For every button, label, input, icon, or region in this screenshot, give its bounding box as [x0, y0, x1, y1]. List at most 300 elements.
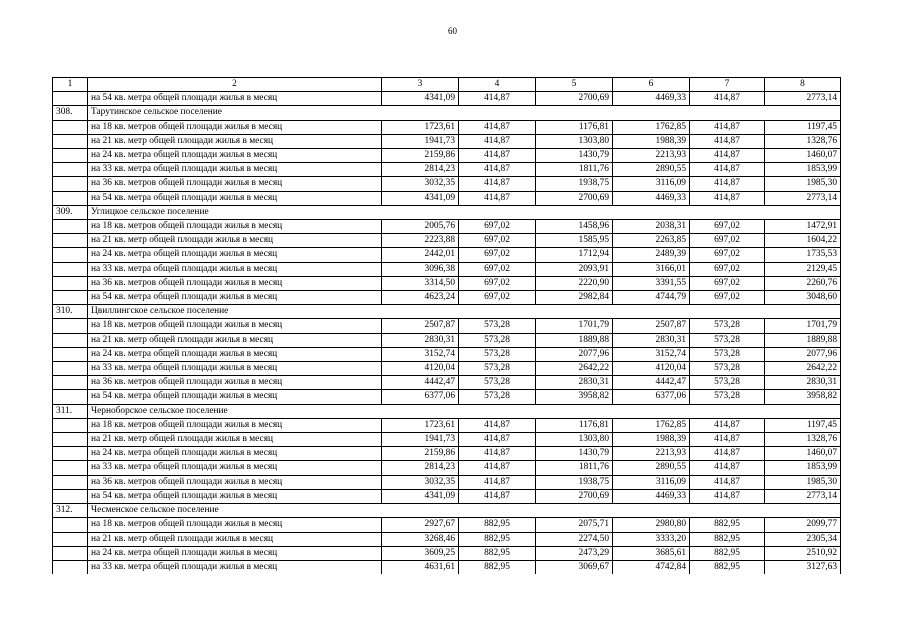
table-row	[53, 518, 841, 532]
value-col-8: 1985,30	[765, 475, 841, 489]
area-label: на 36 кв. метров общей площади жилья в месяц	[88, 177, 382, 191]
value-col-4: 573,28	[459, 347, 536, 361]
row-number-cell	[53, 390, 88, 404]
area-label: на 21 кв. метр общей площади жилья в месяц	[88, 134, 382, 148]
value-col-7: 414,87	[690, 447, 765, 461]
table-row	[53, 532, 841, 546]
value-col-8: 2305,34	[765, 532, 841, 546]
row-number-cell	[53, 433, 88, 447]
value-col-8: 1328,76	[765, 134, 841, 148]
empty-cell	[536, 504, 613, 518]
area-label: на 24 кв. метра общей площади жилья в месяц	[88, 447, 382, 461]
row-number-cell	[53, 447, 88, 461]
value-col-8: 3958,82	[765, 390, 841, 404]
value-col-3: 2442,01	[382, 248, 459, 262]
value-col-3: 4341,09	[382, 92, 459, 106]
value-col-3: 3268,46	[382, 532, 459, 546]
value-col-7: 414,87	[690, 163, 765, 177]
area-label: на 33 кв. метра общей площади жилья в месяц	[88, 362, 382, 376]
empty-cell	[765, 106, 841, 120]
value-col-7: 697,02	[690, 276, 765, 290]
value-col-7: 697,02	[690, 220, 765, 234]
row-number-cell	[53, 248, 88, 262]
value-col-5: 1430,79	[536, 149, 613, 163]
table-row	[53, 220, 841, 234]
value-col-4: 414,87	[459, 149, 536, 163]
area-label: на 33 кв. метра общей площади жилья в месяц	[88, 262, 382, 276]
value-col-4: 414,87	[459, 489, 536, 503]
value-col-6: 3116,09	[613, 177, 690, 191]
value-col-5: 2274,50	[536, 532, 613, 546]
settlement-number: 311.	[53, 404, 88, 418]
value-col-3: 3096,38	[382, 262, 459, 276]
value-col-6: 4442,47	[613, 376, 690, 390]
value-col-6: 2213,93	[613, 447, 690, 461]
value-col-7: 414,87	[690, 120, 765, 134]
column-header-3: 3	[382, 78, 459, 92]
value-col-7: 697,02	[690, 291, 765, 305]
value-col-4: 414,87	[459, 475, 536, 489]
table-row	[53, 92, 841, 106]
value-col-3: 6377,06	[382, 390, 459, 404]
area-label: на 54 кв. метра общей площади жилья в месяц	[88, 291, 382, 305]
table-row	[53, 149, 841, 163]
value-col-8: 2129,45	[765, 262, 841, 276]
value-col-7: 573,28	[690, 390, 765, 404]
value-col-8: 1735,53	[765, 248, 841, 262]
value-col-8: 3127,63	[765, 560, 841, 574]
area-label: на 33 кв. метра общей площади жилья в месяц	[88, 163, 382, 177]
empty-cell	[459, 404, 536, 418]
value-col-7: 573,28	[690, 376, 765, 390]
value-col-5: 1938,75	[536, 177, 613, 191]
table-row	[53, 347, 841, 361]
table-row	[53, 134, 841, 148]
row-number-cell	[53, 376, 88, 390]
row-number-cell	[53, 120, 88, 134]
area-label: на 21 кв. метр общей площади жилья в месяц	[88, 234, 382, 248]
value-col-5: 2220,90	[536, 276, 613, 290]
empty-cell	[765, 504, 841, 518]
empty-cell	[613, 504, 690, 518]
value-col-3: 2814,23	[382, 461, 459, 475]
value-col-6: 3116,09	[613, 475, 690, 489]
value-col-8: 1328,76	[765, 433, 841, 447]
value-col-6: 1762,85	[613, 418, 690, 432]
value-col-3: 3032,35	[382, 177, 459, 191]
table-row	[53, 276, 841, 290]
value-col-4: 414,87	[459, 134, 536, 148]
value-col-8: 2773,14	[765, 489, 841, 503]
value-col-8: 1889,88	[765, 333, 841, 347]
value-col-4: 697,02	[459, 262, 536, 276]
value-col-3: 4120,04	[382, 362, 459, 376]
value-col-6: 2890,55	[613, 461, 690, 475]
settlement-name: Углицкое сельское поселение	[88, 205, 382, 219]
value-col-3: 2927,67	[382, 518, 459, 532]
tariff-table	[52, 77, 841, 574]
table-row	[53, 362, 841, 376]
empty-cell	[382, 305, 459, 319]
row-number-cell	[53, 546, 88, 560]
settlement-row	[53, 205, 841, 219]
empty-cell	[765, 404, 841, 418]
area-label: на 18 кв. метров общей площади жилья в месяц	[88, 120, 382, 134]
value-col-4: 414,87	[459, 120, 536, 134]
value-col-5: 1811,76	[536, 163, 613, 177]
table-row	[53, 489, 841, 503]
value-col-5: 2982,84	[536, 291, 613, 305]
area-label: на 33 кв. метра общей площади жилья в месяц	[88, 560, 382, 574]
value-col-5: 1889,88	[536, 333, 613, 347]
value-col-7: 414,87	[690, 177, 765, 191]
area-label: на 21 кв. метр общей площади жилья в месяц	[88, 333, 382, 347]
empty-cell	[459, 106, 536, 120]
empty-cell	[765, 205, 841, 219]
value-col-3: 1723,61	[382, 418, 459, 432]
area-label: на 18 кв. метров общей площади жилья в месяц	[88, 319, 382, 333]
value-col-3: 4623,24	[382, 291, 459, 305]
value-col-8: 1604,22	[765, 234, 841, 248]
value-col-7: 882,95	[690, 532, 765, 546]
table-row	[53, 560, 841, 574]
row-number-cell	[53, 134, 88, 148]
empty-cell	[613, 106, 690, 120]
value-col-4: 882,95	[459, 518, 536, 532]
value-col-3: 1941,73	[382, 433, 459, 447]
value-col-3: 2814,23	[382, 163, 459, 177]
value-col-5: 1938,75	[536, 475, 613, 489]
value-col-4: 414,87	[459, 433, 536, 447]
settlement-name: Черноборское сельское поселение	[88, 404, 382, 418]
value-col-7: 414,87	[690, 433, 765, 447]
value-col-8: 2830,31	[765, 376, 841, 390]
row-number-cell	[53, 489, 88, 503]
value-col-7: 882,95	[690, 518, 765, 532]
value-col-7: 414,87	[690, 418, 765, 432]
empty-cell	[382, 106, 459, 120]
row-number-cell	[53, 532, 88, 546]
row-number-cell	[53, 418, 88, 432]
settlement-number: 308.	[53, 106, 88, 120]
table-row	[53, 262, 841, 276]
value-col-8: 1197,45	[765, 120, 841, 134]
value-col-5: 1176,81	[536, 120, 613, 134]
value-col-6: 1988,39	[613, 433, 690, 447]
table-row	[53, 163, 841, 177]
value-col-6: 2038,31	[613, 220, 690, 234]
value-col-7: 573,28	[690, 333, 765, 347]
settlement-name: Чесменское сельское поселение	[88, 504, 382, 518]
value-col-6: 3333,20	[613, 532, 690, 546]
value-col-6: 4742,84	[613, 560, 690, 574]
value-col-4: 414,87	[459, 447, 536, 461]
settlement-row	[53, 305, 841, 319]
value-col-7: 414,87	[690, 475, 765, 489]
value-col-5: 2830,31	[536, 376, 613, 390]
value-col-6: 2890,55	[613, 163, 690, 177]
value-col-3: 3152,74	[382, 347, 459, 361]
table-body	[53, 92, 841, 574]
value-col-4: 882,95	[459, 532, 536, 546]
area-label: на 54 кв. метра общей площади жилья в месяц	[88, 191, 382, 205]
table-row	[53, 418, 841, 432]
value-col-6: 2213,93	[613, 149, 690, 163]
value-col-3: 2159,86	[382, 447, 459, 461]
empty-cell	[613, 205, 690, 219]
row-number-cell	[53, 262, 88, 276]
value-col-6: 1988,39	[613, 134, 690, 148]
column-header-4: 4	[459, 78, 536, 92]
value-col-5: 1303,80	[536, 433, 613, 447]
value-col-7: 882,95	[690, 560, 765, 574]
row-number-cell	[53, 276, 88, 290]
empty-cell	[382, 504, 459, 518]
empty-cell	[536, 205, 613, 219]
value-col-6: 2507,87	[613, 319, 690, 333]
area-label: на 33 кв. метра общей площади жилья в месяц	[88, 461, 382, 475]
value-col-3: 4442,47	[382, 376, 459, 390]
table-row	[53, 433, 841, 447]
value-col-3: 4341,09	[382, 191, 459, 205]
value-col-5: 3958,82	[536, 390, 613, 404]
row-number-cell	[53, 333, 88, 347]
area-label: на 18 кв. метров общей площади жилья в месяц	[88, 518, 382, 532]
value-col-6: 4469,33	[613, 92, 690, 106]
value-col-3: 4341,09	[382, 489, 459, 503]
empty-cell	[613, 404, 690, 418]
value-col-3: 2005,76	[382, 220, 459, 234]
row-number-cell	[53, 319, 88, 333]
empty-cell	[459, 305, 536, 319]
value-col-5: 1303,80	[536, 134, 613, 148]
value-col-3: 2159,86	[382, 149, 459, 163]
value-col-8: 2642,22	[765, 362, 841, 376]
value-col-5: 2093,91	[536, 262, 613, 276]
value-col-7: 414,87	[690, 92, 765, 106]
page-number: 60	[448, 26, 457, 36]
value-col-4: 573,28	[459, 390, 536, 404]
row-number-cell	[53, 461, 88, 475]
area-label: на 36 кв. метров общей площади жилья в месяц	[88, 475, 382, 489]
empty-cell	[765, 305, 841, 319]
area-label: на 24 кв. метра общей площади жилья в месяц	[88, 546, 382, 560]
value-col-5: 2700,69	[536, 92, 613, 106]
area-label: на 36 кв. метров общей площади жилья в месяц	[88, 376, 382, 390]
empty-cell	[613, 305, 690, 319]
settlement-name: Тарутинское сельское поселение	[88, 106, 382, 120]
area-label: на 54 кв. метра общей площади жилья в месяц	[88, 92, 382, 106]
value-col-7: 414,87	[690, 149, 765, 163]
value-col-4: 573,28	[459, 362, 536, 376]
empty-cell	[459, 205, 536, 219]
empty-cell	[382, 404, 459, 418]
value-col-8: 2099,77	[765, 518, 841, 532]
value-col-8: 2260,76	[765, 276, 841, 290]
value-col-3: 3314,50	[382, 276, 459, 290]
value-col-8: 2773,14	[765, 92, 841, 106]
value-col-8: 1853,99	[765, 461, 841, 475]
value-col-8: 2773,14	[765, 191, 841, 205]
value-col-6: 3391,55	[613, 276, 690, 290]
table-row	[53, 291, 841, 305]
value-col-7: 882,95	[690, 546, 765, 560]
settlement-name: Цвиллингское сельское поселение	[88, 305, 382, 319]
value-col-7: 697,02	[690, 262, 765, 276]
area-label: на 24 кв. метра общей площади жилья в месяц	[88, 149, 382, 163]
value-col-4: 697,02	[459, 248, 536, 262]
value-col-8: 1197,45	[765, 418, 841, 432]
area-label: на 21 кв. метр общей площади жилья в месяц	[88, 433, 382, 447]
row-number-cell	[53, 234, 88, 248]
value-col-4: 882,95	[459, 546, 536, 560]
empty-cell	[690, 404, 765, 418]
value-col-7: 573,28	[690, 319, 765, 333]
value-col-8: 1985,30	[765, 177, 841, 191]
value-col-5: 2700,69	[536, 191, 613, 205]
table-row	[53, 177, 841, 191]
value-col-8: 1701,79	[765, 319, 841, 333]
table-row	[53, 120, 841, 134]
value-col-4: 697,02	[459, 291, 536, 305]
row-number-cell	[53, 177, 88, 191]
value-col-6: 4744,79	[613, 291, 690, 305]
value-col-5: 1712,94	[536, 248, 613, 262]
value-col-5: 1585,95	[536, 234, 613, 248]
value-col-8: 1460,07	[765, 149, 841, 163]
empty-cell	[690, 106, 765, 120]
area-label: на 54 кв. метра общей площади жилья в месяц	[88, 390, 382, 404]
empty-cell	[690, 504, 765, 518]
row-number-cell	[53, 560, 88, 574]
value-col-6: 4469,33	[613, 191, 690, 205]
value-col-4: 573,28	[459, 376, 536, 390]
value-col-8: 2510,92	[765, 546, 841, 560]
value-col-7: 414,87	[690, 489, 765, 503]
value-col-8: 1472,91	[765, 220, 841, 234]
value-col-8: 2077,96	[765, 347, 841, 361]
empty-cell	[690, 305, 765, 319]
area-label: на 24 кв. метра общей площади жилья в месяц	[88, 248, 382, 262]
table-row	[53, 461, 841, 475]
table-row	[53, 546, 841, 560]
value-col-8: 1460,07	[765, 447, 841, 461]
row-number-cell	[53, 149, 88, 163]
table-row	[53, 376, 841, 390]
value-col-4: 414,87	[459, 418, 536, 432]
area-label: на 21 кв. метр общей площади жилья в месяц	[88, 532, 382, 546]
empty-cell	[536, 106, 613, 120]
column-header-5: 5	[536, 78, 613, 92]
table-row	[53, 390, 841, 404]
value-col-5: 1458,96	[536, 220, 613, 234]
settlement-number: 312.	[53, 504, 88, 518]
value-col-3: 3609,25	[382, 546, 459, 560]
table-row	[53, 475, 841, 489]
value-col-7: 414,87	[690, 461, 765, 475]
value-col-7: 573,28	[690, 362, 765, 376]
column-header-6: 6	[613, 78, 690, 92]
settlement-row	[53, 404, 841, 418]
value-col-7: 697,02	[690, 248, 765, 262]
table-row	[53, 447, 841, 461]
settlement-row	[53, 106, 841, 120]
value-col-4: 414,87	[459, 92, 536, 106]
value-col-6: 6377,06	[613, 390, 690, 404]
area-label: на 18 кв. метров общей площади жилья в месяц	[88, 418, 382, 432]
value-col-6: 1762,85	[613, 120, 690, 134]
row-number-cell	[53, 220, 88, 234]
header-row	[53, 78, 841, 92]
value-col-6: 2263,85	[613, 234, 690, 248]
value-col-4: 414,87	[459, 191, 536, 205]
value-col-5: 1811,76	[536, 461, 613, 475]
value-col-6: 2830,31	[613, 333, 690, 347]
value-col-4: 573,28	[459, 319, 536, 333]
area-label: на 54 кв. метра общей площади жилья в месяц	[88, 489, 382, 503]
value-col-4: 414,87	[459, 461, 536, 475]
value-col-8: 3048,60	[765, 291, 841, 305]
row-number-cell	[53, 92, 88, 106]
value-col-6: 4469,33	[613, 489, 690, 503]
value-col-3: 1941,73	[382, 134, 459, 148]
column-header-7: 7	[690, 78, 765, 92]
value-col-5: 2473,29	[536, 546, 613, 560]
settlement-number: 309.	[53, 205, 88, 219]
value-col-6: 3152,74	[613, 347, 690, 361]
table-row	[53, 333, 841, 347]
row-number-cell	[53, 518, 88, 532]
value-col-3: 2830,31	[382, 333, 459, 347]
value-col-6: 2980,80	[613, 518, 690, 532]
value-col-3: 2223,88	[382, 234, 459, 248]
column-header-1: 1	[53, 78, 88, 92]
value-col-3: 2507,87	[382, 319, 459, 333]
row-number-cell	[53, 347, 88, 361]
value-col-5: 2700,69	[536, 489, 613, 503]
value-col-6: 3166,01	[613, 262, 690, 276]
settlement-number: 310.	[53, 305, 88, 319]
value-col-3: 3032,35	[382, 475, 459, 489]
table-row	[53, 191, 841, 205]
column-header-2: 2	[88, 78, 382, 92]
value-col-3: 4631,61	[382, 560, 459, 574]
value-col-7: 414,87	[690, 191, 765, 205]
row-number-cell	[53, 362, 88, 376]
value-col-4: 573,28	[459, 333, 536, 347]
row-number-cell	[53, 291, 88, 305]
area-label: на 18 кв. метров общей площади жилья в месяц	[88, 220, 382, 234]
value-col-5: 2642,22	[536, 362, 613, 376]
value-col-7: 697,02	[690, 234, 765, 248]
value-col-4: 414,87	[459, 177, 536, 191]
value-col-6: 2489,39	[613, 248, 690, 262]
row-number-cell	[53, 475, 88, 489]
empty-cell	[459, 504, 536, 518]
value-col-8: 1853,99	[765, 163, 841, 177]
area-label: на 24 кв. метра общей площади жилья в месяц	[88, 347, 382, 361]
row-number-cell	[53, 191, 88, 205]
value-col-6: 4120,04	[613, 362, 690, 376]
table-row	[53, 234, 841, 248]
value-col-4: 882,95	[459, 560, 536, 574]
area-label: на 36 кв. метров общей площади жилья в месяц	[88, 276, 382, 290]
table-row	[53, 319, 841, 333]
empty-cell	[536, 305, 613, 319]
row-number-cell	[53, 163, 88, 177]
value-col-6: 3685,61	[613, 546, 690, 560]
value-col-4: 697,02	[459, 220, 536, 234]
